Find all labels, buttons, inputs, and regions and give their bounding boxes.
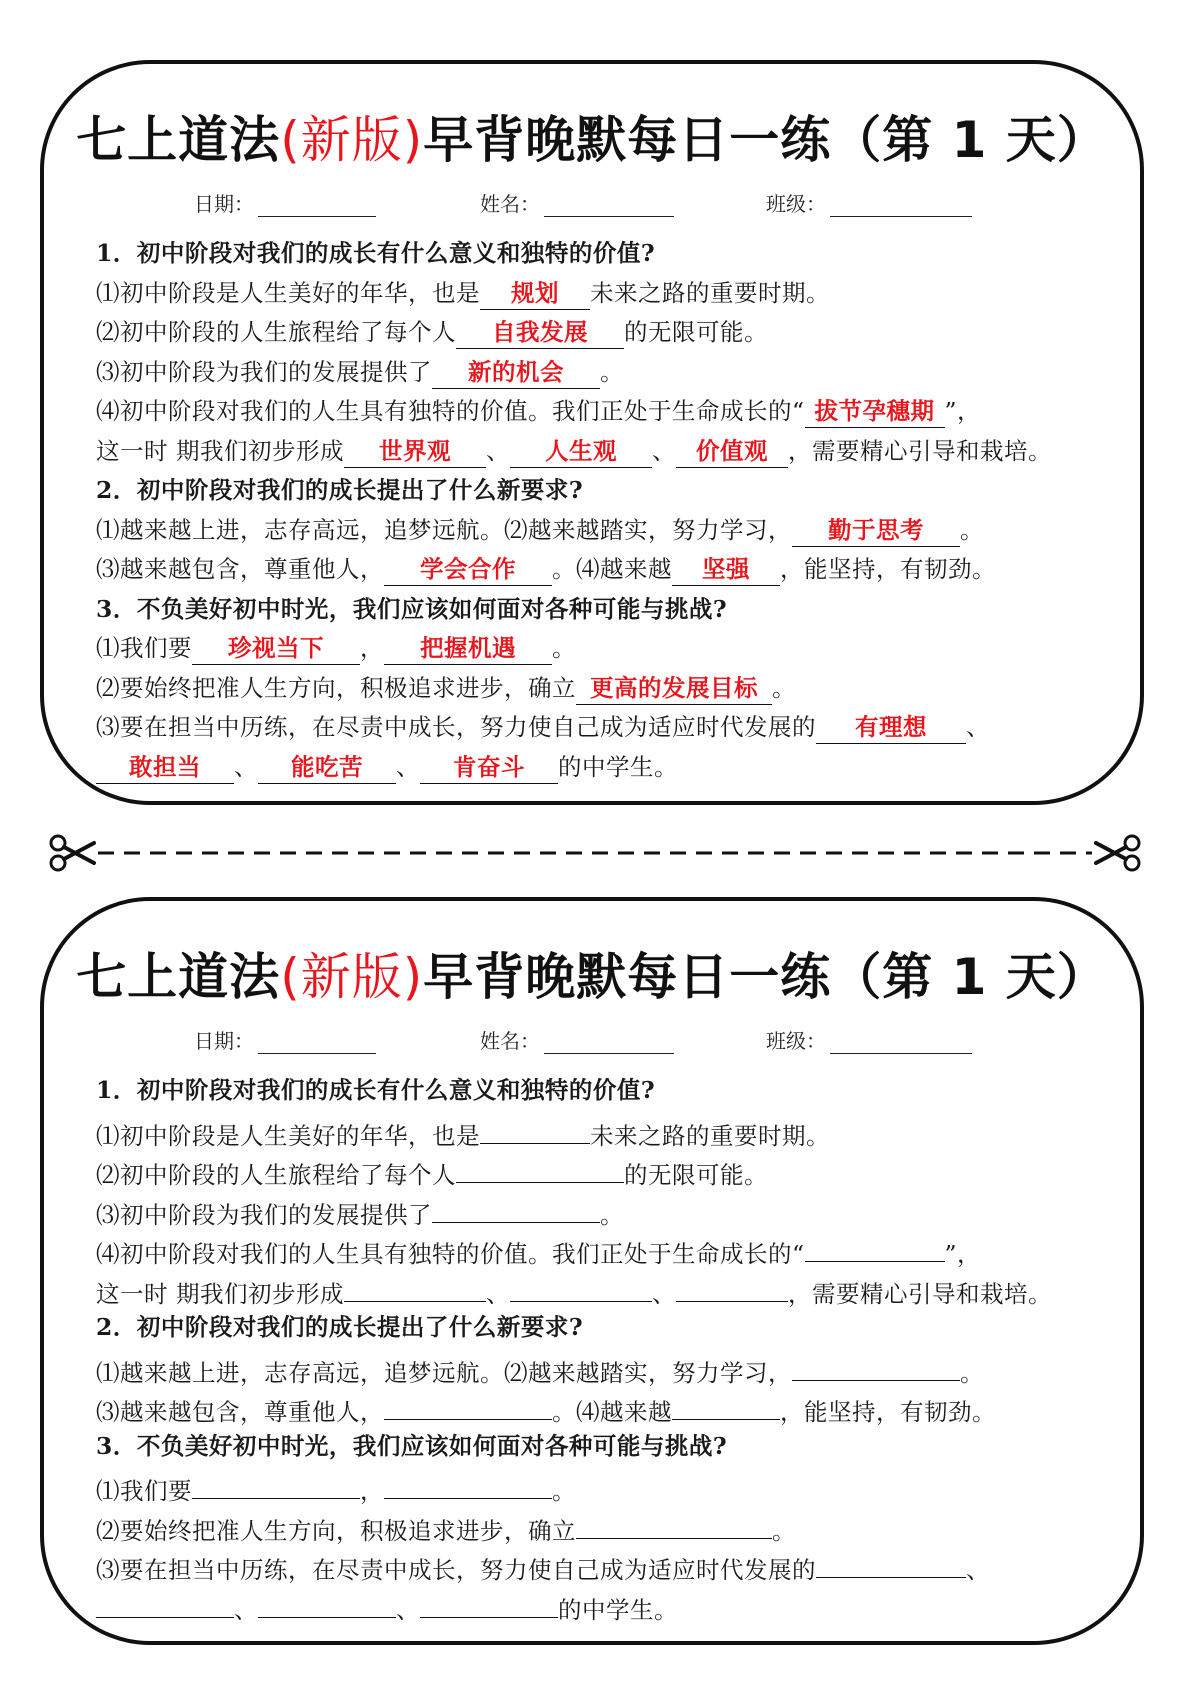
text-span: ⑷初中阶段对我们的人生具有独特的价值。我们正处于生命成长的“ bbox=[96, 397, 805, 425]
text-span: ⑴越来越上进，志存高远，追梦远航。⑵越来越踏实，努力学习， bbox=[96, 1358, 792, 1387]
class-blank[interactable] bbox=[830, 1031, 972, 1054]
text-span: 未来之路的重要时期。 bbox=[590, 278, 830, 307]
answer-blank: 规划 bbox=[480, 277, 590, 310]
question-heading: 2．初中阶段对我们的成长提出了什么新要求? bbox=[96, 476, 584, 504]
text-line bbox=[96, 1111, 1110, 1151]
fill-blank[interactable] bbox=[576, 1506, 772, 1539]
text-span: ⑶要在担当中历练，在尽责中成长，努力使自己成为适应时代发展的 bbox=[96, 1556, 816, 1584]
text-span: 、 bbox=[485, 436, 510, 465]
answer-blank: 勤于思考 bbox=[792, 514, 960, 547]
text-line bbox=[96, 1506, 1110, 1546]
text-span: 、 bbox=[966, 713, 990, 741]
text-span: ，需要精心引导和栽培。 bbox=[787, 436, 1052, 465]
text-line bbox=[96, 1229, 1110, 1269]
text-span: 、 bbox=[234, 1595, 258, 1624]
worksheet-body bbox=[96, 234, 1110, 787]
name-field[interactable] bbox=[480, 188, 674, 217]
text-span: 、 bbox=[651, 436, 676, 465]
fill-blank[interactable] bbox=[258, 1585, 396, 1618]
text-span: ⑵初中阶段的人生旅程给了每个人 bbox=[96, 318, 456, 346]
text-line bbox=[96, 1269, 1110, 1309]
name-blank[interactable] bbox=[544, 194, 674, 217]
title-part: 七上道法 bbox=[76, 111, 281, 169]
fill-blank[interactable] bbox=[192, 1466, 360, 1499]
text-line bbox=[96, 1150, 1110, 1190]
fill-blank[interactable] bbox=[672, 1387, 780, 1420]
text-span: ⑴初中阶段是人生美好的年华，也是 bbox=[96, 1121, 480, 1150]
text-span: 的中学生。 bbox=[558, 1595, 678, 1624]
text-span: ⑶要在担当中历练，在尽责中成长，努力使自己成为适应时代发展的 bbox=[96, 713, 816, 741]
text-span: 。 bbox=[600, 357, 624, 386]
fill-blank[interactable] bbox=[805, 1229, 945, 1262]
answer-blank: 价值观 bbox=[676, 435, 788, 468]
answer-blank: 肯奋斗 bbox=[420, 751, 558, 784]
text-span: ，能坚持，有韧劲。 bbox=[780, 555, 996, 583]
worksheet-body bbox=[96, 1071, 1110, 1624]
date-field[interactable] bbox=[194, 1025, 376, 1054]
class-label: 班级： bbox=[766, 192, 826, 216]
text-line bbox=[96, 353, 1110, 393]
class-field[interactable] bbox=[766, 1025, 972, 1054]
text-span: 这一时 期我们初步形成 bbox=[96, 1279, 344, 1308]
text-span: ，能坚持，有韧劲。 bbox=[780, 1398, 996, 1426]
text-line bbox=[96, 1190, 1110, 1230]
fill-blank[interactable] bbox=[432, 1190, 600, 1223]
worksheet-title bbox=[44, 937, 1140, 1009]
name-label: 姓名： bbox=[480, 1029, 540, 1053]
question-heading: 2．初中阶段对我们的成长提出了什么新要求? bbox=[96, 1313, 584, 1341]
text-span: 这一时 期我们初步形成 bbox=[96, 436, 344, 465]
class-field[interactable] bbox=[766, 188, 972, 217]
answer-blank: 更高的发展目标 bbox=[576, 672, 772, 705]
fill-blank[interactable] bbox=[96, 1585, 234, 1618]
text-span: 。 bbox=[960, 515, 984, 544]
text-span: ⑶越来越包含，尊重他人， bbox=[96, 555, 384, 583]
text-span: ⑷初中阶段对我们的人生具有独特的价值。我们正处于生命成长的“ bbox=[96, 1240, 805, 1268]
text-span: 、 bbox=[966, 1556, 990, 1584]
text-span: ”， bbox=[944, 1240, 982, 1268]
date-field[interactable] bbox=[194, 188, 376, 217]
text-line bbox=[96, 550, 1110, 590]
text-span: ， bbox=[360, 634, 384, 662]
text-line bbox=[96, 1545, 1110, 1585]
fill-blank[interactable] bbox=[676, 1269, 788, 1302]
text-span: ⑵要始终把准人生方向，积极追求进步，确立 bbox=[96, 673, 576, 702]
text-line bbox=[96, 313, 1110, 353]
fill-blank[interactable] bbox=[510, 1269, 652, 1302]
answer-blank: 珍视当下 bbox=[192, 632, 360, 665]
text-span: 、 bbox=[396, 752, 420, 781]
text-line bbox=[96, 708, 1110, 748]
question-heading: 1．初中阶段对我们的成长有什么意义和独特的价值? bbox=[96, 239, 656, 267]
date-label: 日期： bbox=[194, 1029, 254, 1053]
answer-blank: 世界观 bbox=[344, 435, 486, 468]
text-span: 。 bbox=[960, 1358, 984, 1387]
fill-blank[interactable] bbox=[456, 1150, 624, 1183]
answer-blank: 把握机遇 bbox=[384, 632, 552, 665]
text-line bbox=[96, 392, 1110, 432]
fill-blank[interactable] bbox=[480, 1111, 590, 1144]
text-span: ⑶初中阶段为我们的发展提供了 bbox=[96, 1200, 432, 1229]
text-span: 、 bbox=[396, 1595, 420, 1624]
text-span: 、 bbox=[234, 752, 258, 781]
answer-blank: 人生观 bbox=[510, 435, 652, 468]
text-span: 的无限可能。 bbox=[624, 318, 768, 346]
text-line bbox=[96, 511, 1110, 551]
text-span: ⑶初中阶段为我们的发展提供了 bbox=[96, 357, 432, 386]
date-blank[interactable] bbox=[258, 194, 376, 217]
text-span: 。⑷越来越 bbox=[552, 555, 672, 583]
text-line bbox=[96, 432, 1110, 472]
text-line bbox=[96, 629, 1110, 669]
text-span: 。 bbox=[772, 1516, 796, 1545]
worksheet-blank-card bbox=[40, 897, 1144, 1645]
title-part: 七上道法 bbox=[76, 948, 281, 1006]
answer-blank: 敢担当 bbox=[96, 751, 234, 784]
text-span: ⑴越来越上进，志存高远，追梦远航。⑵越来越踏实，努力学习， bbox=[96, 515, 792, 544]
question-heading: 3．不负美好初中时光，我们应该如何面对各种可能与挑战? bbox=[96, 594, 728, 623]
worksheet-title bbox=[44, 100, 1140, 172]
fill-blank[interactable] bbox=[344, 1269, 486, 1302]
date-blank[interactable] bbox=[258, 1031, 376, 1054]
scissors-icon bbox=[1096, 836, 1139, 870]
text-line bbox=[96, 1466, 1110, 1506]
text-span: ⑵要始终把准人生方向，积极追求进步，确立 bbox=[96, 1516, 576, 1545]
text-line bbox=[96, 274, 1110, 314]
cut-line bbox=[0, 829, 1190, 877]
title-red-part: (新版) bbox=[280, 111, 424, 169]
text-span: 的无限可能。 bbox=[624, 1161, 768, 1189]
answer-blank: 拔节孕穗期 bbox=[805, 395, 945, 428]
answer-blank: 能吃苦 bbox=[258, 751, 396, 784]
answer-blank: 新的机会 bbox=[432, 356, 600, 389]
title-red-part: (新版) bbox=[280, 948, 424, 1006]
text-line bbox=[96, 1585, 1110, 1625]
text-span: 、 bbox=[651, 1279, 676, 1308]
text-line bbox=[96, 748, 1110, 788]
text-span: ， bbox=[360, 1477, 384, 1505]
text-span: 、 bbox=[485, 1279, 510, 1308]
fill-blank[interactable] bbox=[816, 1545, 966, 1578]
answer-blank: 有理想 bbox=[816, 711, 966, 744]
answer-blank: 自我发展 bbox=[456, 316, 624, 349]
title-part: 早背晚默每日一练（第 1 天） bbox=[423, 948, 1108, 1006]
text-span: ”， bbox=[944, 397, 982, 425]
student-info-row bbox=[44, 188, 1140, 218]
text-span: ⑴我们要 bbox=[96, 634, 192, 662]
text-span: 。⑷越来越 bbox=[552, 1398, 672, 1426]
text-span: 。 bbox=[600, 1200, 624, 1229]
text-span: ，需要精心引导和栽培。 bbox=[787, 1279, 1052, 1308]
text-span: 。 bbox=[552, 634, 576, 662]
text-line bbox=[96, 669, 1110, 709]
text-span: ⑴我们要 bbox=[96, 1477, 192, 1505]
worksheet-answer-card bbox=[40, 60, 1144, 805]
text-span: 的中学生。 bbox=[558, 752, 678, 781]
text-span: ⑵初中阶段的人生旅程给了每个人 bbox=[96, 1161, 456, 1189]
answer-blank: 学会合作 bbox=[384, 553, 552, 586]
student-info-row bbox=[44, 1025, 1140, 1055]
class-label: 班级： bbox=[766, 1029, 826, 1053]
title-part: 早背晚默每日一练（第 1 天） bbox=[423, 111, 1108, 169]
question-heading: 1．初中阶段对我们的成长有什么意义和独特的价值? bbox=[96, 1076, 656, 1104]
text-span: ⑴初中阶段是人生美好的年华，也是 bbox=[96, 278, 480, 307]
text-line bbox=[96, 1387, 1110, 1427]
name-field[interactable] bbox=[480, 1025, 674, 1054]
date-label: 日期： bbox=[194, 192, 254, 216]
fill-blank[interactable] bbox=[384, 1387, 552, 1420]
fill-blank[interactable] bbox=[420, 1585, 558, 1618]
text-span: 。 bbox=[552, 1477, 576, 1505]
scissors-icon bbox=[51, 836, 94, 870]
class-blank[interactable] bbox=[830, 194, 972, 217]
text-span: 未来之路的重要时期。 bbox=[590, 1121, 830, 1150]
question-heading: 3．不负美好初中时光，我们应该如何面对各种可能与挑战? bbox=[96, 1431, 728, 1460]
answer-blank: 坚强 bbox=[672, 553, 780, 586]
text-line bbox=[96, 1348, 1110, 1388]
fill-blank[interactable] bbox=[384, 1466, 552, 1499]
text-span: 。 bbox=[772, 673, 796, 702]
name-label: 姓名： bbox=[480, 192, 540, 216]
text-span: ⑶越来越包含，尊重他人， bbox=[96, 1398, 384, 1426]
fill-blank[interactable] bbox=[792, 1348, 960, 1381]
name-blank[interactable] bbox=[544, 1031, 674, 1054]
